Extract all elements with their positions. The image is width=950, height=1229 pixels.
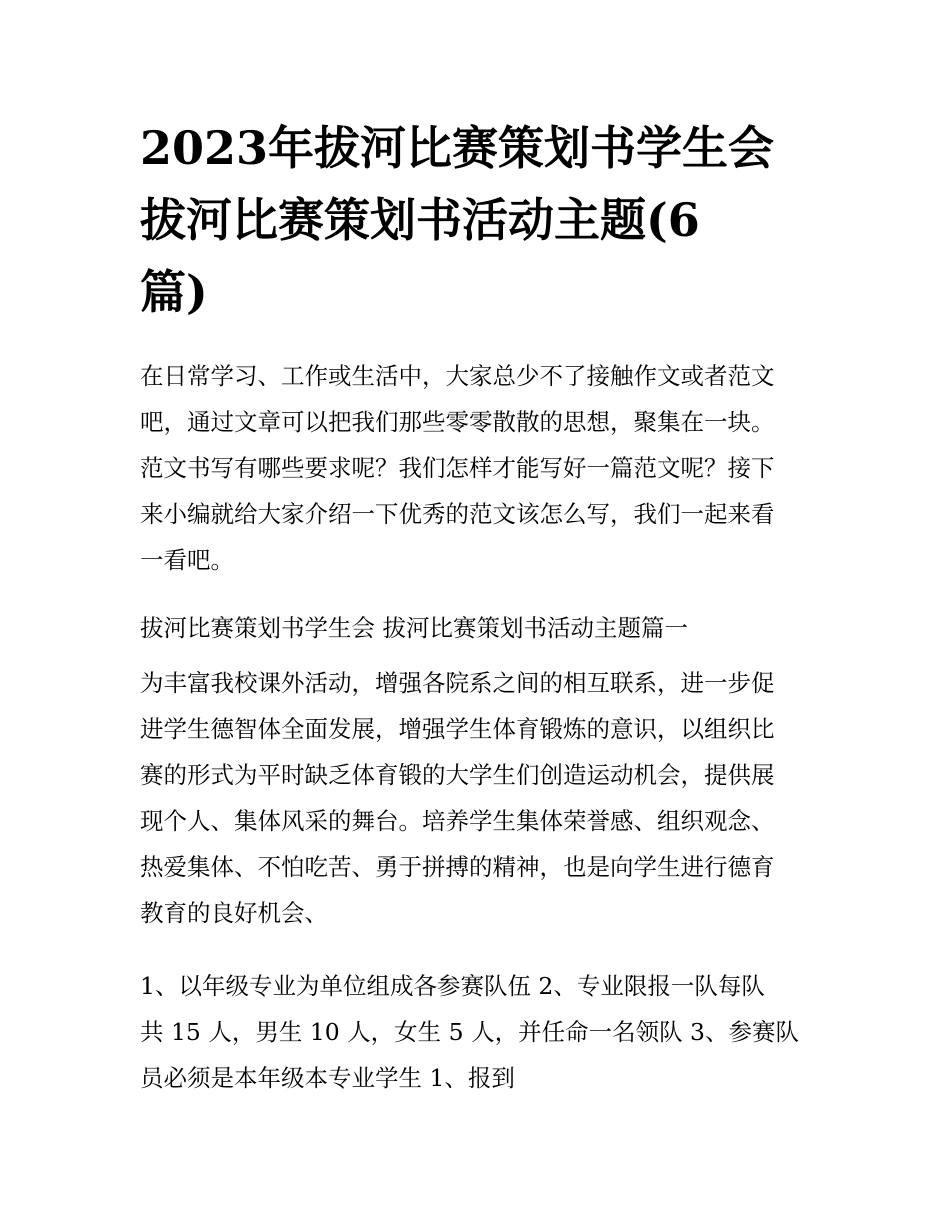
document-title <box>140 112 820 328</box>
text-line: 进学生德智体全面发展，增强学生体育锻炼的意识，以组织比 <box>140 715 775 743</box>
text-line: 拔河比赛策划书学生会 拔河比赛策划书活动主题篇一 <box>140 614 688 642</box>
title-line: 拔河比赛策划书活动主题(6 <box>140 193 700 247</box>
intro-paragraph <box>140 353 820 583</box>
text-line: 一看吧。 <box>140 546 234 574</box>
text-line: 1、以年级专业为单位组成各参赛队伍 2、专业限报一队每队 <box>140 972 765 1000</box>
body-paragraph <box>140 963 820 1101</box>
section-heading <box>140 605 820 651</box>
text-line: 在日常学习、工作或生活中，大家总少不了接触作文或者范文 <box>140 362 775 390</box>
text-line: 教育的良好机会、 <box>140 899 328 927</box>
text-line: 范文书写有哪些要求呢？我们怎样才能写好一篇范文呢？接下 <box>140 454 775 482</box>
text-line: 热爱集体、不怕吃苦、勇于拼搏的精神，也是向学生进行德育 <box>140 853 775 881</box>
title-line: 篇) <box>140 265 208 319</box>
text-line: 现个人、集体风采的舞台。培养学生集体荣誉感、组织观念、 <box>140 807 775 835</box>
text-line: 员必须是本年级本专业学生 1、报到 <box>140 1064 515 1092</box>
text-line: 共 15 人，男生 10 人，女生 5 人，并任命一名领队 3、参赛队 <box>140 1018 799 1046</box>
text-line: 赛的形式为平时缺乏体育锻的大学生们创造运动机会，提供展 <box>140 761 775 789</box>
body-paragraph <box>140 660 820 936</box>
text-line: 来小编就给大家介绍一下优秀的范文该怎么写，我们一起来看 <box>140 500 775 528</box>
text-line: 吧，通过文章可以把我们那些零零散散的思想，聚集在一块。 <box>140 408 775 436</box>
text-line: 为丰富我校课外活动，增强各院系之间的相互联系，进一步促 <box>140 669 775 697</box>
title-line: 2023年拔河比赛策划书学生会 <box>140 121 775 175</box>
